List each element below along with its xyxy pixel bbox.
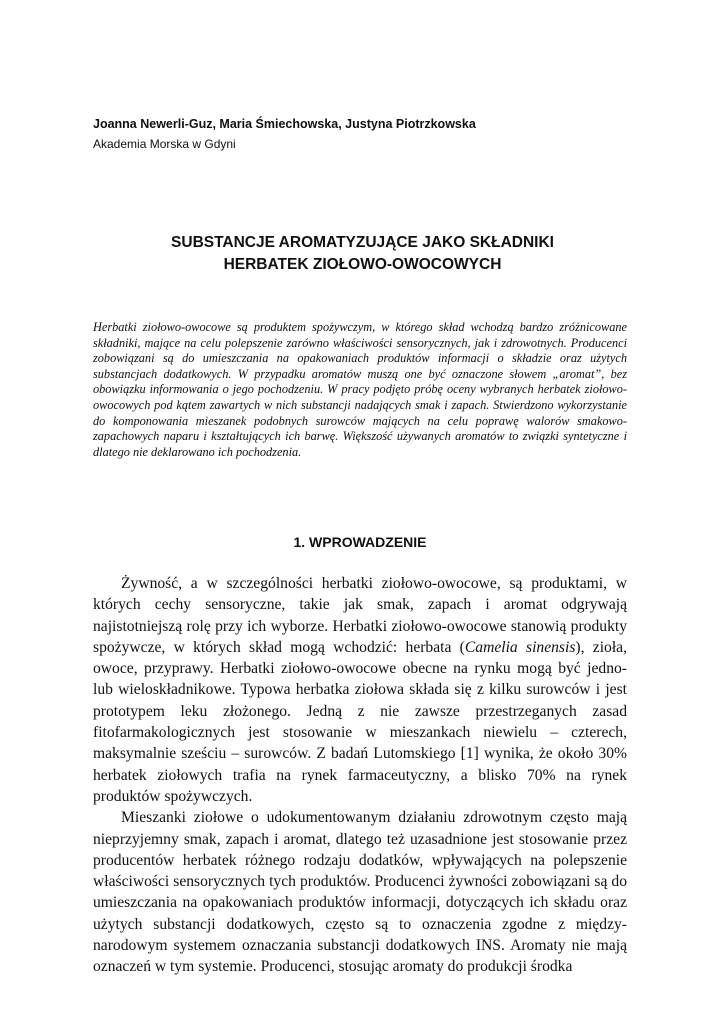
abstract: Herbatki ziołowo-owocowe są produktem spożywczym, w którego skład wchodzą bardzo zróżnicowane składniki, mające na celu polepszenie zarówno właściwości sensorycznych, jak i zdrowotnych. Producenci zobowiązani są do umieszczania na opakowaniach produktów informacji o składzie oraz użytych substancjach dodatkowych. W przypadku aromatów muszą one być oznaczone słowem „aromat”, bez obowiązku informowania o jego pochodzeniu. W pracy podjęto próbę oceny wybranych herbatek ziołowo-owocowych pod kątem zawartych w nich substancji nadających smak i zapach. Stwierdzono wykorzystanie do komponowania mieszanek podobnych surowców mających na celu poprawę walorów smakowo-zapachowych naparu i kształtujących ich barwę. Większość używanych aromatów to związki syntetyczne i dlatego nie deklarowano ich pochodzenia. <box>93 320 627 459</box>
paper-title <box>100 232 625 276</box>
authors: Joanna Newerli-Guz, Maria Śmiechowska, Justyna Piotrzkowska <box>93 117 476 131</box>
paragraph-2: Mieszanki ziołowe o udokumentowanym działaniu zdrowotnym często mają nieprzyjemny smak, zapach i aromat, dlatego też uzasadnione jest stosowanie przez producentów herbatek różnego rodzaju dodatków, wpływających na polepszenie właściwości sensorycznych tych produktów. Producenci żywności zobowiązani są do umieszczania na opakowaniach produktów informacji, dotyczących ich składu oraz użytych substancji dodatkowych, często są to oznaczenia zgodne z między-narodowym systemem oznaczania substancji dodatkowych INS. Aromaty nie mają oznaczeń w tym systemie. Producenci, stosując aromaty do produkcji środka <box>93 809 627 976</box>
paragraph-1 <box>93 573 627 807</box>
section-heading: 1. WPROWADZENIE <box>293 534 427 550</box>
affiliation: Akademia Morska w Gdyni <box>93 137 236 151</box>
paragraph-1-part-2: ), zioła, owoce, przyprawy. Herbatki ziołowo-owocowe obecne na rynku mogą być jedno- lub wieloskładnikowe. Typowa herbatka ziołowa składa się z kilku surowców i jest prototypem leku złożonego. Jedną z nie zawsze przestrzeganych zasad fitofarmakologicznych jest stosowanie w mieszankach niewielu – czterech, maksymalnie sześciu – surowców. Z badań Lutomskiego [1] wynika, że około 30% herbatek ziołowych trafia na rynek farmaceutyczny, a blisko 70% na rynek produktów spożywczych. <box>93 638 627 805</box>
title-line-2: HERBATEK ZIOŁOWO-OWOCOWYCH <box>223 256 502 273</box>
paragraph-1-part-1: Żywność, a w szczególności herbatki ziołowo-owocowe, są produktami, w których cechy sensoryczne, takie jak smak, zapach i aromat odgrywają najistotniejszą rolę przy ich wyborze. Herbatki ziołowo-owocowe stanowią produkty spożywcze, w których skład mogą wchodzić: herbata ( <box>93 575 627 656</box>
body-text <box>93 573 627 978</box>
title-line-1: SUBSTANCJE AROMATYZUJĄCE JAKO SKŁADNIKI <box>171 234 554 251</box>
latin-name: Camelia sinensis <box>464 638 576 656</box>
